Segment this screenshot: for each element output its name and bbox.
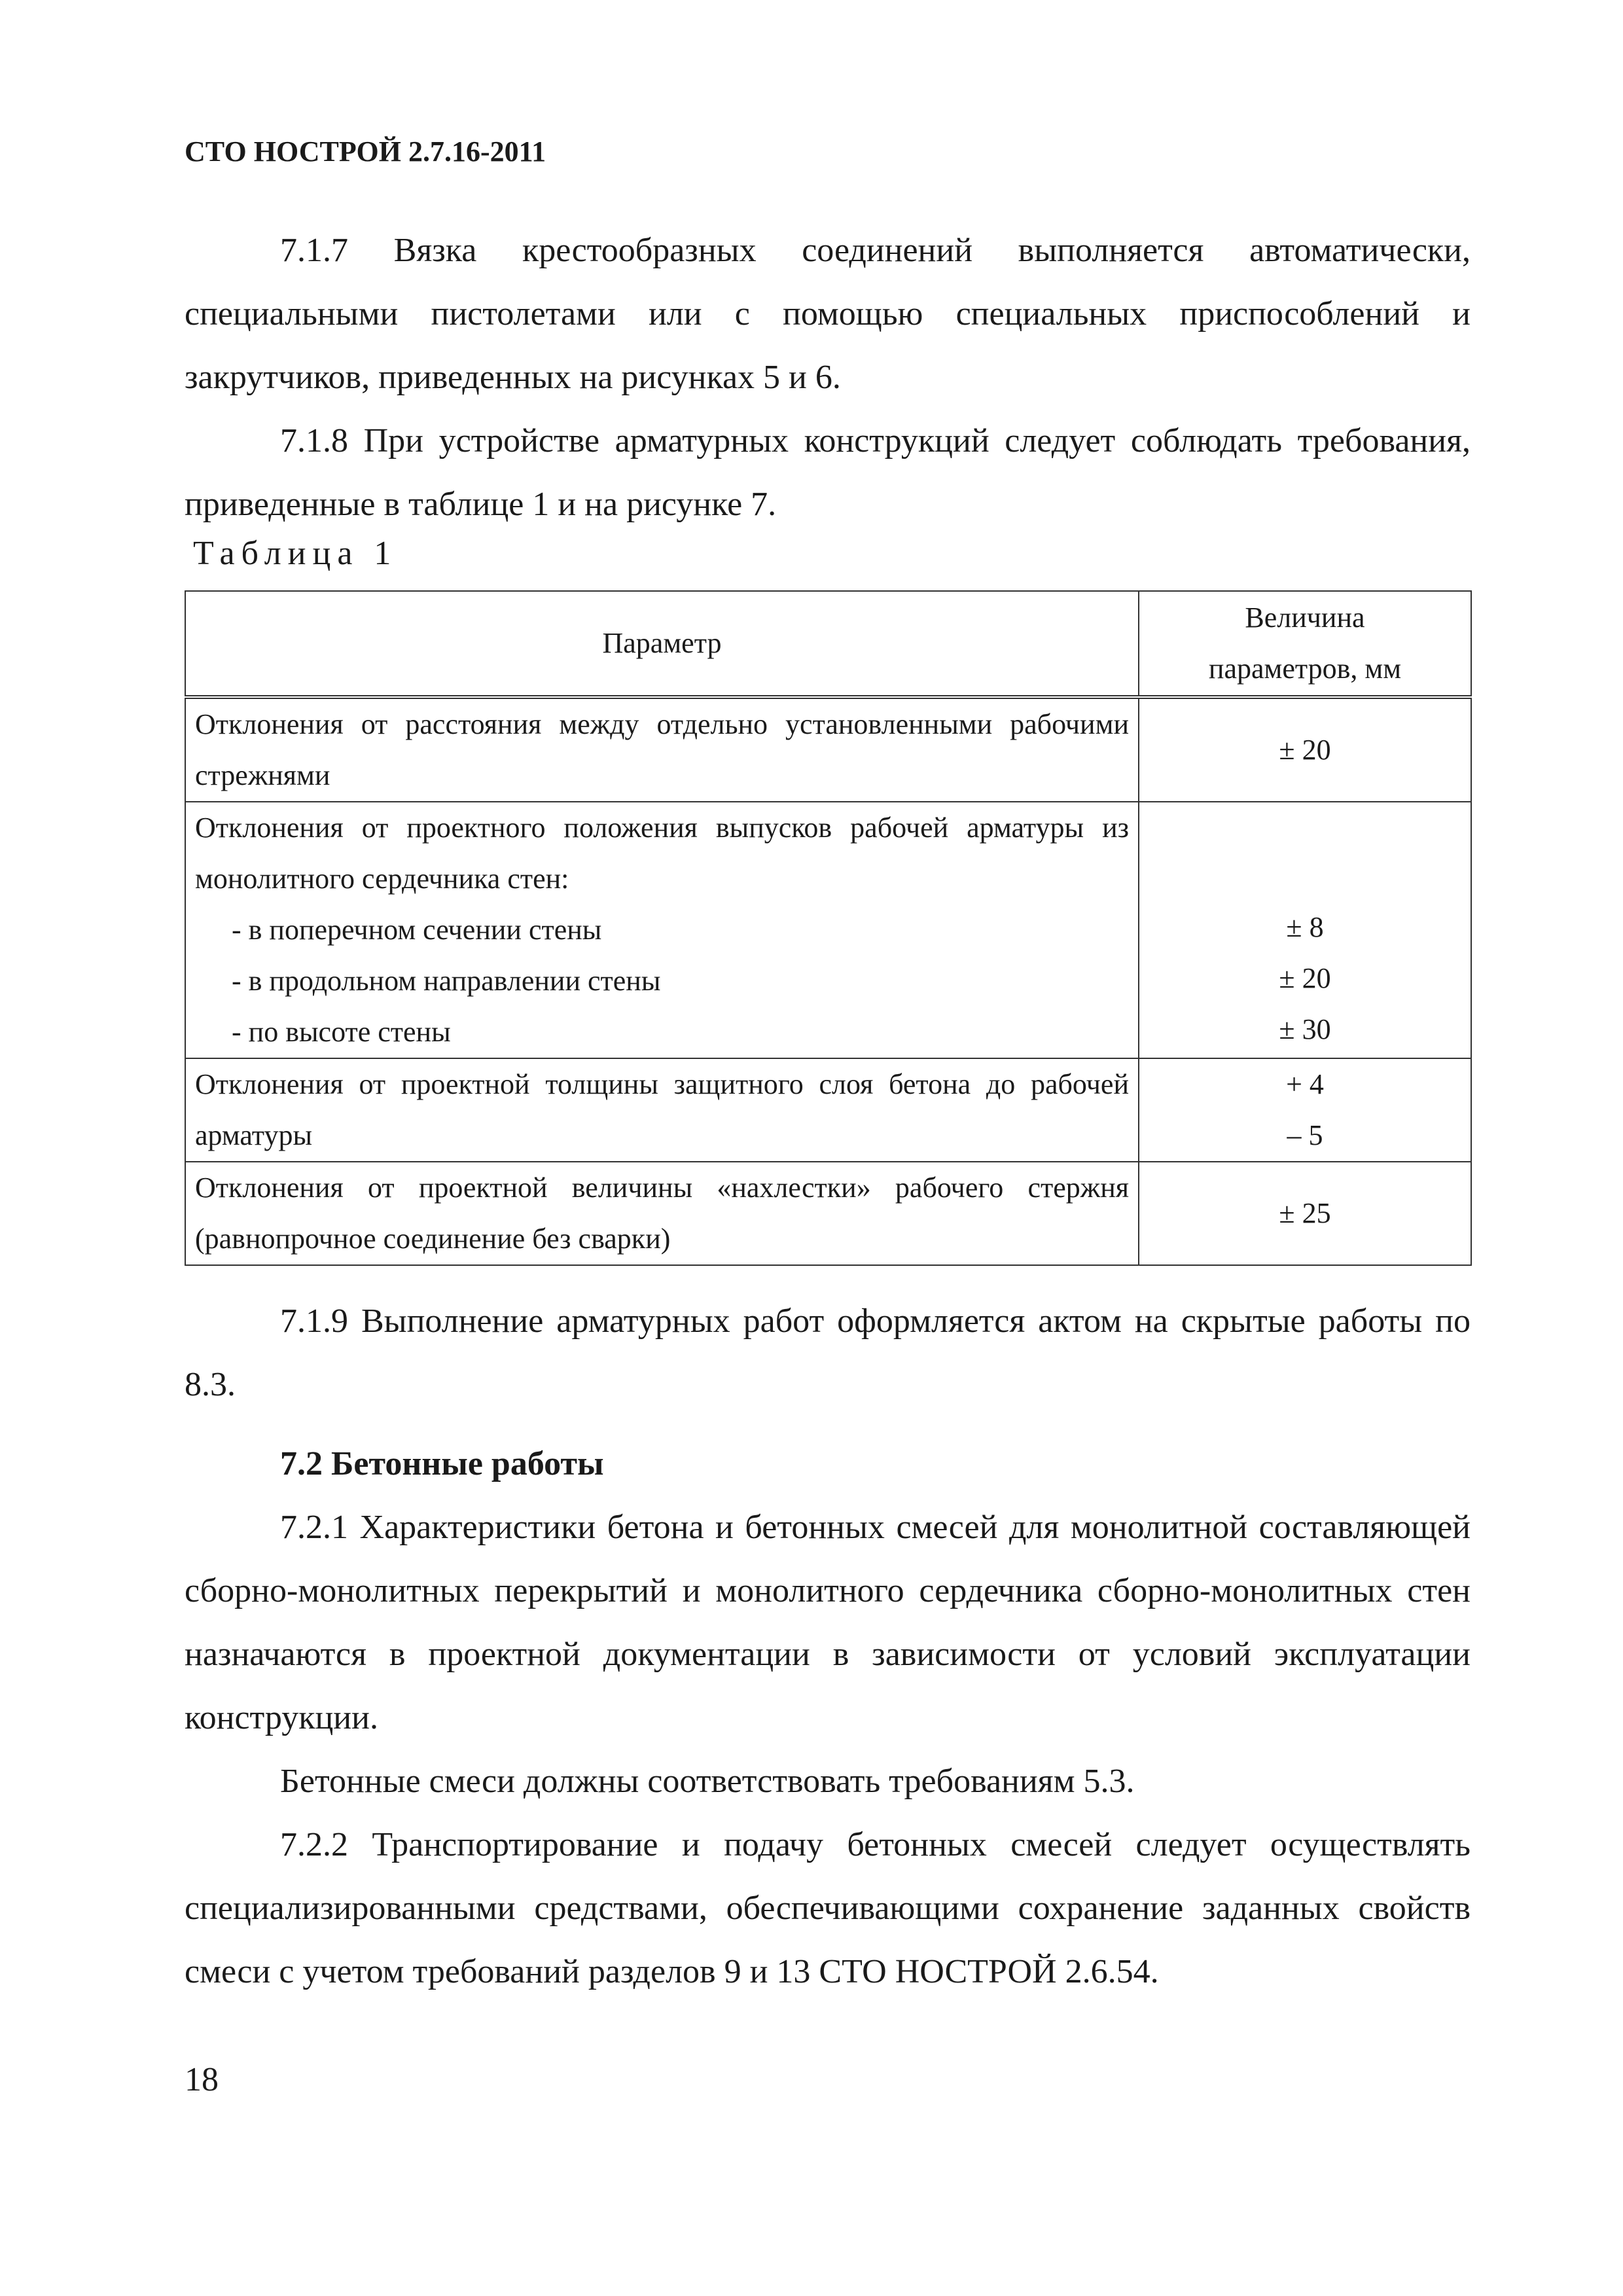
row-3-value-plus: + 4: [1286, 1068, 1324, 1100]
table-header-row: [185, 591, 1471, 697]
row-4-value: ± 25: [1139, 1162, 1471, 1265]
header-value-line2: параметров, мм: [1208, 653, 1402, 685]
document-code-header: СТО НОСТРОЙ 2.7.16-2011: [185, 135, 546, 168]
table-row: [185, 802, 1471, 1058]
row-2-sub-2-label: - в продольном направлении стены: [232, 965, 661, 997]
row-2-param-text: Отклонения от проектного положения выпусков рабочей арматуры из монолитного сердечника стен:: [195, 812, 1129, 895]
row-2-sub-3-label: - по высоте стены: [232, 1016, 451, 1048]
header-parameter: Параметр: [185, 591, 1139, 697]
row-2-sub-2-value: ± 20: [1279, 962, 1331, 994]
row-1-param: Отклонения от расстояния между отдельно установленными рабочими стрежнями: [185, 697, 1139, 802]
row-2-sub-1-label: - в поперечном сечении стены: [232, 914, 602, 946]
row-3-param: Отклонения от проектной толщины защитного слоя бетона до рабочей арматуры: [185, 1058, 1139, 1162]
row-2-values: [1139, 802, 1471, 1058]
table-row: [185, 1162, 1471, 1265]
paragraph-7-1-9: 7.1.9 Выполнение арматурных работ оформляется актом на скрытые работы по 8.3.: [185, 1302, 1471, 1403]
paragraph-7-1-7: 7.1.7 Вязка крестообразных соединений выполняется автоматически, специальными пистолетами или с помощью специальных приспособлений и закрутчиков, приведенных на рисунках 5 и 6.: [185, 232, 1471, 396]
row-1-value: ± 20: [1139, 697, 1471, 802]
row-4-param: Отклонения от проектной величины «нахлестки» рабочего стержня (равнопрочное соединение без сварки): [185, 1162, 1139, 1265]
section-heading-7-2: 7.2 Бетонные работы: [280, 1445, 604, 1482]
row-2-param: [185, 802, 1139, 1058]
table-row: [185, 1058, 1471, 1162]
paragraph-7-2-1: 7.2.1 Характеристики бетона и бетонных смесей для монолитной составляющей сборно-монолитных перекрытий и монолитного сердечника сборно-монолитных стен назначаются в проектной документации в зависимости от условий эксплуатации конструкции.: [185, 1509, 1471, 1736]
table-row: [185, 697, 1471, 802]
table-caption: Таблица 1: [193, 535, 398, 572]
paragraph-7-1-8: 7.1.8 При устройстве арматурных конструкций следует соблюдать требования, приведенные в таблице 1 и на рисунке 7.: [185, 422, 1471, 523]
paragraph-7-2-1-concrete-mix: Бетонные смеси должны соответствовать требованиям 5.3.: [280, 1763, 1135, 1800]
header-value-line1: Величина: [1245, 601, 1365, 634]
parameters-table-container: [185, 590, 1471, 1266]
row-2-sub-1-value: ± 8: [1286, 911, 1324, 943]
row-3-value-minus: – 5: [1287, 1119, 1323, 1151]
header-value: [1139, 591, 1471, 697]
page-number: 18: [185, 2061, 219, 2098]
row-3-values: [1139, 1058, 1471, 1162]
parameters-table: [185, 590, 1472, 1266]
row-2-sub-3-value: ± 30: [1279, 1013, 1331, 1045]
paragraph-7-2-2: 7.2.2 Транспортирование и подачу бетонных смесей следует осуществлять специализированными средствами, обеспечивающими сохранение заданных свойств смеси с учетом требований разделов 9 и 13 СТО НОСТРОЙ 2.6.54.: [185, 1826, 1471, 1990]
